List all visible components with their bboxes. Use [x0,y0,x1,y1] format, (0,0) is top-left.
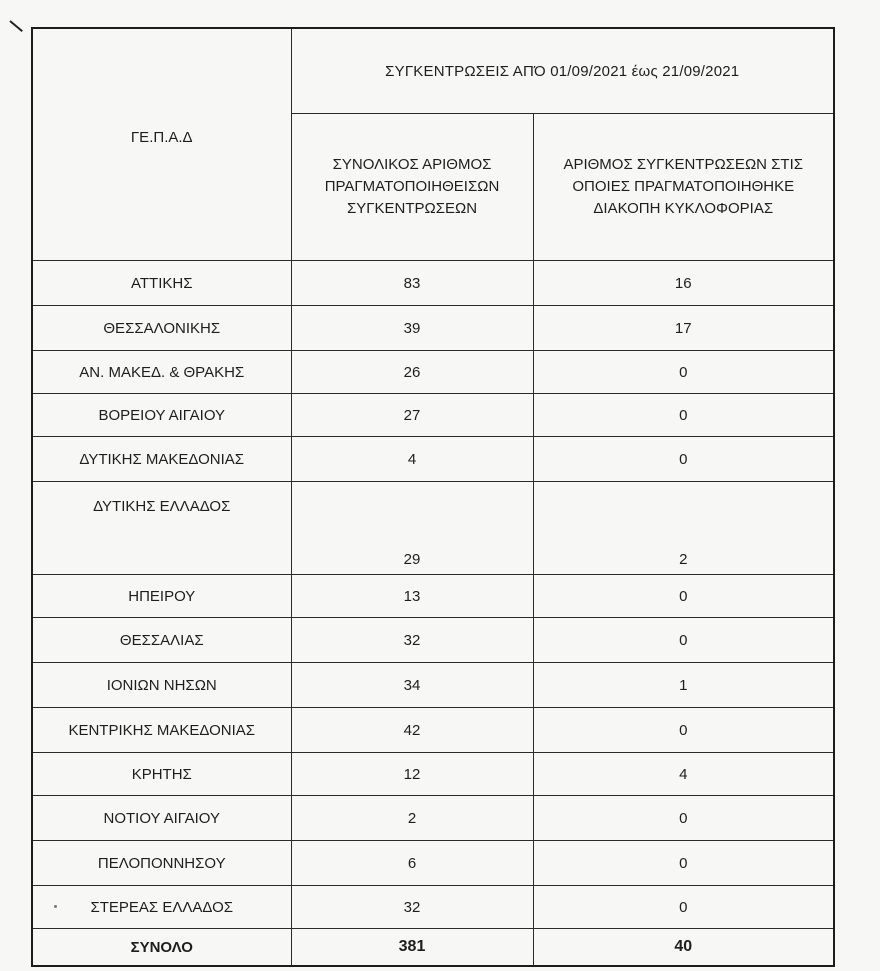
total-value: 42 [291,708,533,753]
pen-mark [9,20,23,32]
table-row [32,708,834,753]
region-name: ΚΡΗΤΗΣ [32,753,291,796]
table-row [32,575,834,618]
total-value: 27 [291,394,533,437]
total-value: 2 [291,796,533,841]
traffic-value: 2 [533,482,834,575]
traffic-value: 1 [533,663,834,708]
grand-traffic-value: 40 [533,929,834,967]
table-row [32,886,834,929]
region-name: ΘΕΣΣΑΛΙΑΣ [32,618,291,663]
total-value: 4 [291,437,533,482]
table-row [32,261,834,306]
gatherings-table [31,27,835,967]
grand-total-value: 381 [291,929,533,967]
total-value: 34 [291,663,533,708]
table-row [32,753,834,796]
total-value: 12 [291,753,533,796]
region-name: ΘΕΣΣΑΛΟΝΙΚΗΣ [32,306,291,351]
traffic-value: 0 [533,394,834,437]
region-name: ΚΕΝΤΡΙΚΗΣ ΜΑΚΕΔΟΝΙΑΣ [32,708,291,753]
region-name: ΠΕΛΟΠΟΝΝΗΣΟΥ [32,841,291,886]
total-value: 32 [291,886,533,929]
region-name: ΔΥΤΙΚΗΣ ΜΑΚΕΔΟΝΙΑΣ [32,437,291,482]
traffic-interruption-header: ΑΡΙΘΜΟΣ ΣΥΓΚΕΝΤΡΩΣΕΩΝ ΣΤΙΣ ΟΠΟΙΕΣ ΠΡΑΓΜΑΤΟΠΟΙΗΘΗΚΕ ΔΙΑΚΟΠΗ ΚΥΚΛΟΦΟΡΙΑΣ [533,114,834,261]
traffic-value: 0 [533,841,834,886]
total-label: ΣΥΝΟΛΟ [32,929,291,967]
total-value: 29 [291,482,533,575]
total-value: 13 [291,575,533,618]
region-name: ΝΟΤΙΟΥ ΑΙΓΑΙΟΥ [32,796,291,841]
total-value: 32 [291,618,533,663]
region-name: ΣΤΕΡΕΑΣ ΕΛΛΑΔΟΣ [32,886,291,929]
total-value: 39 [291,306,533,351]
traffic-value: 0 [533,796,834,841]
region-name: ΒΟΡΕΙΟΥ ΑΙΓΑΙΟΥ [32,394,291,437]
total-value: 83 [291,261,533,306]
region-column-header: ΓΕ.Π.Α.Δ [32,28,291,261]
table-row [32,306,834,351]
total-value: 26 [291,351,533,394]
period-title: ΣΥΓΚΕΝΤΡΩΣΕΙΣ ΑΠΌ 01/09/2021 έως 21/09/2021 [291,28,834,114]
traffic-value: 0 [533,437,834,482]
table-row [32,394,834,437]
scan-speck [54,905,57,908]
traffic-value: 0 [533,708,834,753]
region-name: ΔΥΤΙΚΗΣ ΕΛΛΑΔΟΣ [32,482,291,575]
traffic-value: 0 [533,886,834,929]
region-name: ΙΟΝΙΩΝ ΝΗΣΩΝ [32,663,291,708]
region-name: ΗΠΕΙΡΟΥ [32,575,291,618]
region-name: ΑΤΤΙΚΗΣ [32,261,291,306]
table-row [32,482,834,575]
traffic-value: 4 [533,753,834,796]
table-row [32,437,834,482]
traffic-value: 17 [533,306,834,351]
total-gatherings-header: ΣΥΝΟΛΙΚΟΣ ΑΡΙΘΜΟΣ ΠΡΑΓΜΑΤΟΠΟΙΗΘΕΙΣΩΝ ΣΥΓΚΕΝΤΡΩΣΕΩΝ [291,114,533,261]
total-row [32,929,834,967]
region-name: ΑΝ. ΜΑΚΕΔ. & ΘΡΑΚΗΣ [32,351,291,394]
total-value: 6 [291,841,533,886]
table-row [32,796,834,841]
traffic-value: 0 [533,575,834,618]
table-row [32,351,834,394]
traffic-value: 0 [533,618,834,663]
table-row [32,618,834,663]
table-row [32,841,834,886]
traffic-value: 0 [533,351,834,394]
traffic-value: 16 [533,261,834,306]
table-row [32,663,834,708]
